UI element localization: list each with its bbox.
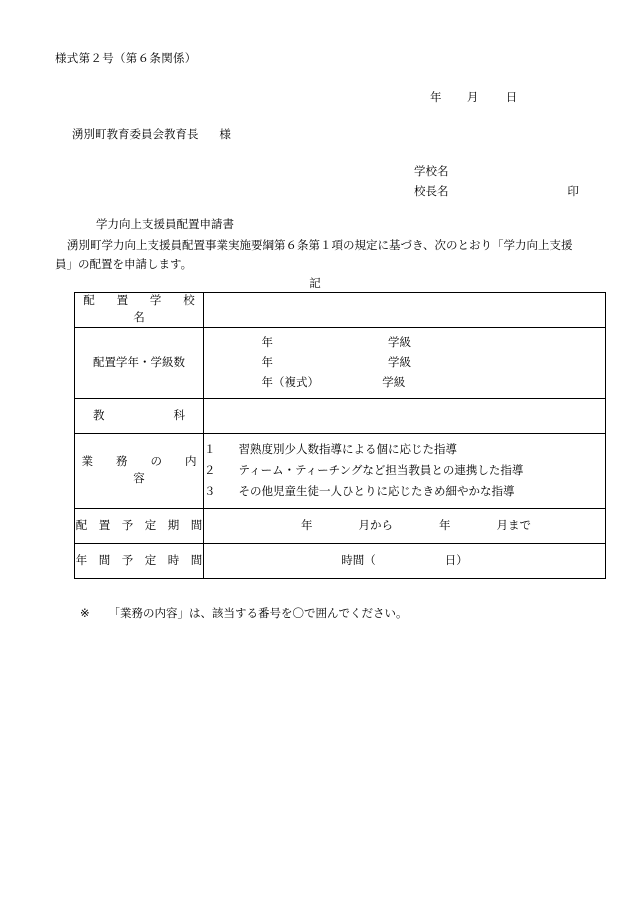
row-label-grade-text: 配置学年・学級数 <box>93 356 185 369</box>
row-value-subject <box>204 399 606 434</box>
page-title: 学力向上支援員配置申請書 <box>96 219 234 231</box>
application-table <box>74 292 606 579</box>
grade-line-3: 年（複式） 学級 <box>204 377 406 389</box>
addressee-honorific: 様 <box>219 129 231 141</box>
row-label-period-text: 配 置 予 定 期 間 <box>75 519 203 532</box>
row-label-grade <box>75 328 204 399</box>
ki-mark: 記 <box>309 278 321 290</box>
school-name-row <box>414 162 579 182</box>
row-label-school <box>75 293 217 328</box>
row-label-period <box>75 509 204 544</box>
table-row <box>75 399 606 434</box>
date-line <box>430 89 580 105</box>
duty-list <box>204 440 605 503</box>
table-row <box>75 293 606 328</box>
footnote-text: 「業務の内容」は、該当する番号を〇で囲んでください。 <box>108 608 408 620</box>
school-info-block <box>414 162 579 202</box>
row-label-subject-text: 教 科 <box>93 409 185 422</box>
date-day: 日 <box>505 92 518 104</box>
duty-item-3: ３ その他児童生徒一人ひとりに応じたきめ細やかな指導 <box>204 485 515 498</box>
row-label-school-text: 配 置 学 校 名 <box>83 295 217 324</box>
row-value-duty <box>204 434 606 509</box>
table-row <box>75 544 606 579</box>
row-label-hours-text: 年 間 予 定 時 間 <box>75 554 203 567</box>
row-value-hours: 時間（ 日） <box>204 544 606 579</box>
table-row <box>75 328 606 399</box>
table-row <box>75 509 606 544</box>
duty-item-2: ２ ティーム・ティーチングなど担当教員との連携した指導 <box>204 464 524 477</box>
row-label-subject <box>75 399 204 434</box>
row-value-period: 年 月から 年 月まで <box>204 509 606 544</box>
addressee-name: 湧別町教育委員会教育長 <box>72 129 199 141</box>
row-label-hours <box>75 544 204 579</box>
date-month: 月 <box>466 92 479 104</box>
row-label-duty-text: 業 務 の 内 容 <box>81 456 220 485</box>
grade-line-1: 年 学級 <box>204 337 411 349</box>
principal-name-row <box>414 182 579 202</box>
grade-line-2: 年 学級 <box>204 357 411 369</box>
table-row <box>75 434 606 509</box>
footnote-mark: ※ <box>80 608 90 620</box>
seal-mark: 印 <box>567 186 579 198</box>
row-value-school <box>204 293 606 328</box>
row-label-duty <box>75 434 220 509</box>
duty-item-1: １ 習熟度別少人数指導による個に応じた指導 <box>204 443 457 456</box>
principal-name-label: 校長名 <box>414 186 449 198</box>
addressee <box>72 126 231 142</box>
school-name-label: 学校名 <box>414 166 449 178</box>
form-number: 様式第２号（第６条関係） <box>55 53 197 65</box>
body-text: 湧別町学力向上支援員配置事業実施要綱第６条第１項の規定に基づき、次のとおり「学力向上支援員」の配置を申請します。 <box>55 240 573 271</box>
row-value-grade <box>204 328 606 399</box>
footnote <box>80 605 408 621</box>
date-year: 年 <box>430 92 442 104</box>
